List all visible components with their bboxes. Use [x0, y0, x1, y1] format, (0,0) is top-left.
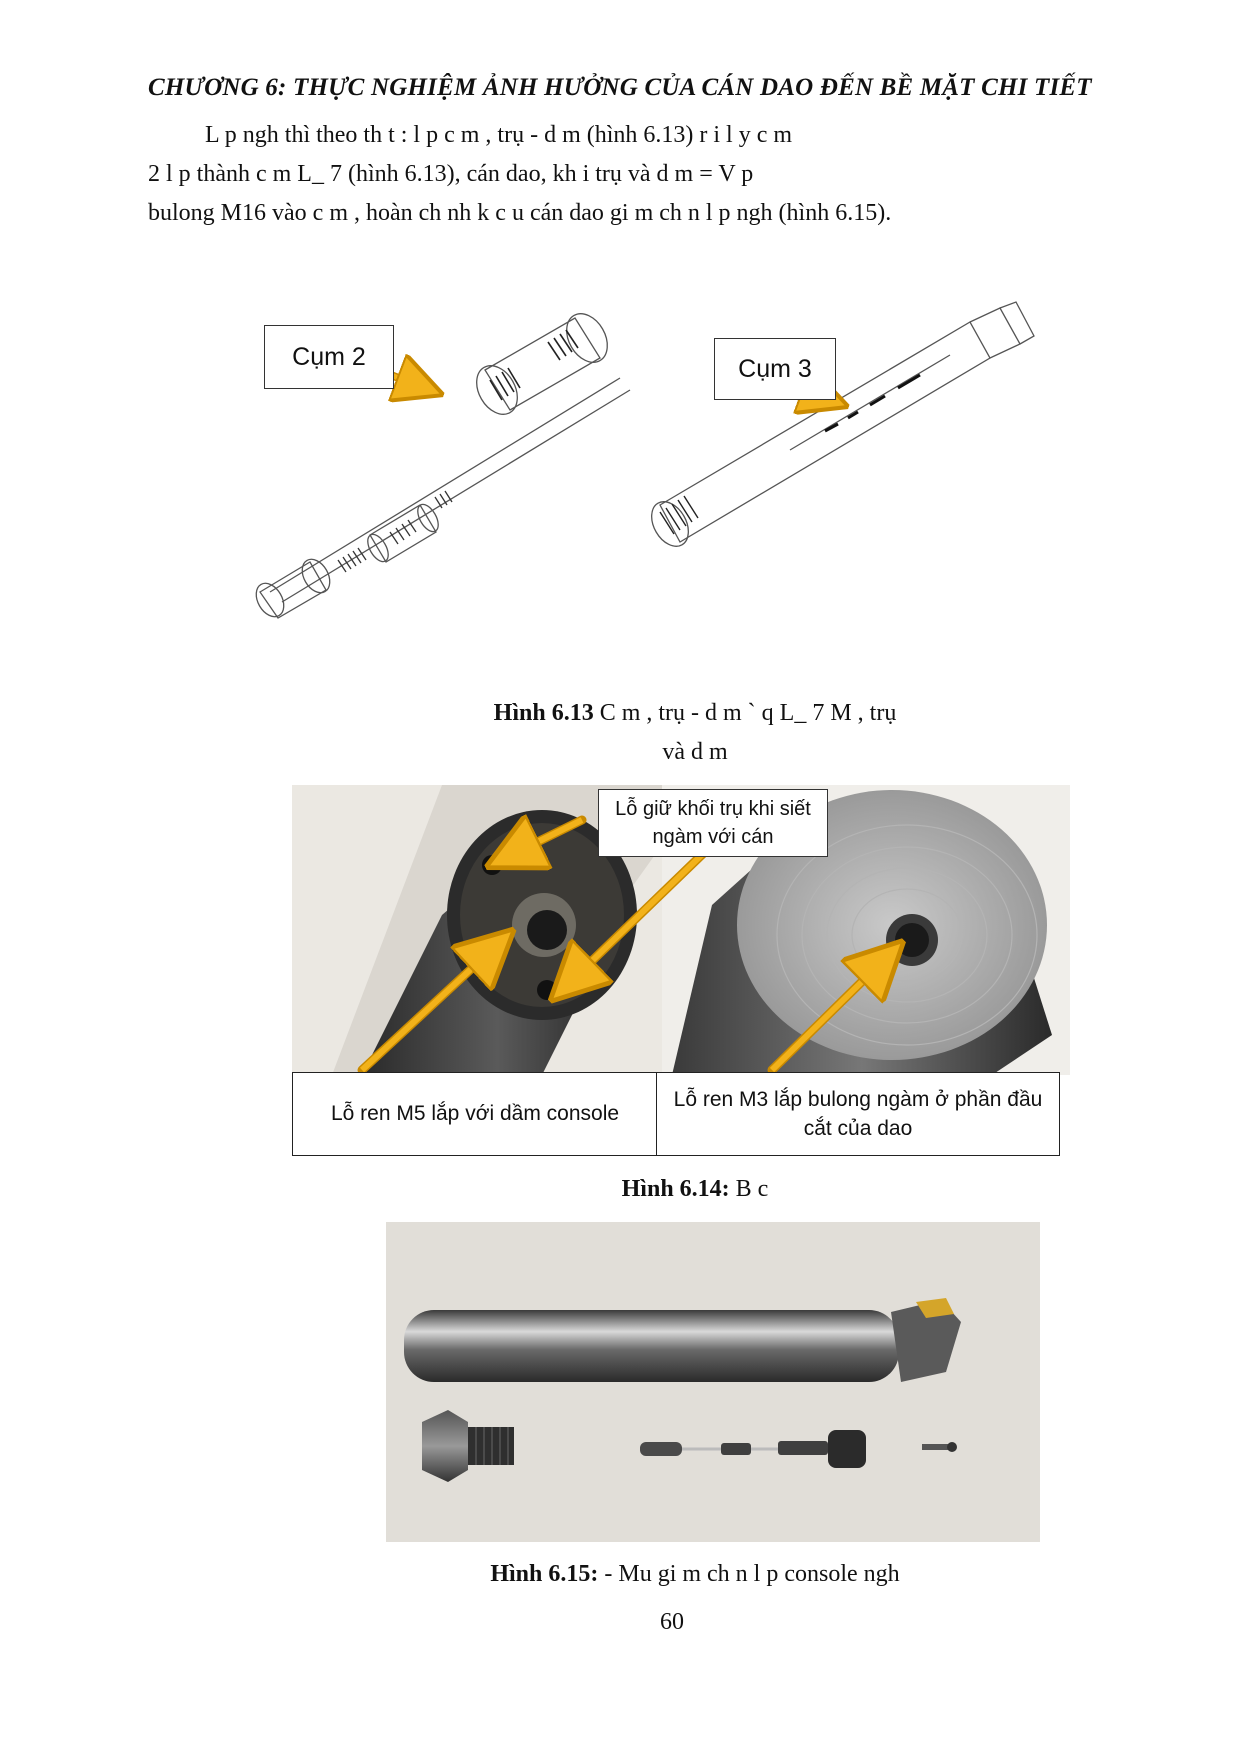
figure-6-15-caption-number: Hình 6.15: [490, 1561, 599, 1587]
figure-6-14-caption-text: B c [729, 1176, 769, 1202]
figure-6-14-caption-number: Hình 6.14: [621, 1176, 730, 1202]
assembly-3-drawing [644, 302, 1034, 553]
paragraph-line-2: 2 l p thành c m L_ 7 (hình 6.13), cán dao, kh i trụ và d m = V p [148, 161, 754, 187]
figure-6-13-caption-text: C m , trụ - d m ` q L_ 7 M , trụ [593, 700, 897, 726]
figure-6-15-caption-text: - Mu gi m ch n l p console ngh [598, 1561, 900, 1587]
figure-6-15-caption [230, 1561, 1160, 1588]
chapter-heading: CHƯƠNG 6: THỰC NGHIỆM ẢNH HƯỞNG CỦA CÁN DAO ĐẾN BỀ MẶT CHI TIẾT [148, 74, 1092, 101]
callout-holding-hole: Lỗ giữ khối trụ khi siết ngàm với cán [598, 789, 828, 857]
label-m3-hole: Lỗ ren M3 lắp bulong ngàm ở phần đầu cắt của dao [656, 1072, 1060, 1156]
figure-6-15-photo [386, 1222, 1040, 1542]
page-number: 60 [660, 1609, 684, 1635]
callout-cum-2: Cụm 2 [264, 325, 394, 389]
label-m5-hole: Lỗ ren M5 lắp với dầm console [292, 1072, 658, 1156]
paragraph-line-3: bulong M16 vào c m , hoàn ch nh k c u cán dao gi m ch n l p ngh (hình 6.15). [148, 200, 892, 226]
figure-6-13-caption [230, 700, 1160, 727]
figure-6-14-caption [230, 1176, 1160, 1203]
figure-6-13-caption-line-2: và d m [662, 739, 728, 765]
figure-6-13-caption-number: Hình 6.13 [493, 700, 594, 726]
callout-cum-3: Cụm 3 [714, 338, 836, 400]
paragraph-line-1: L p ngh thì theo th t : l p c m , trụ - d m (hình 6.13) r i l y c m [205, 122, 793, 148]
